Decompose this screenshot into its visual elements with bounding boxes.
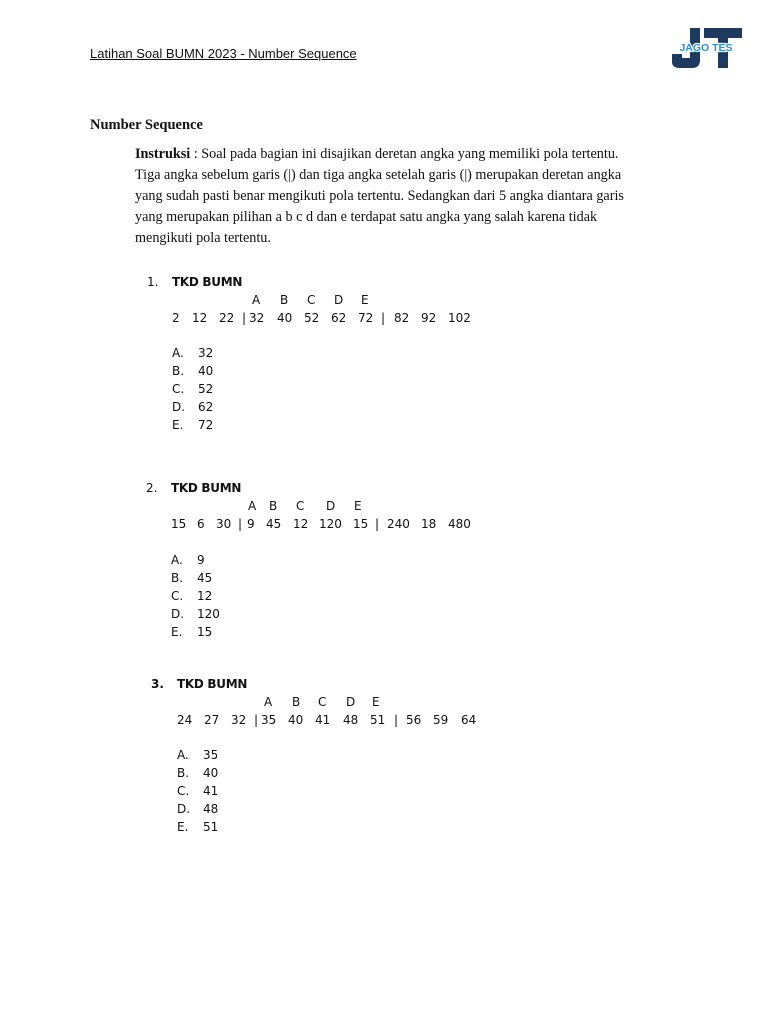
sequence-number: 32 bbox=[231, 713, 247, 727]
instruction-text: : Soal pada bagian ini disajikan deretan angka yang memiliki pola tertentu. bbox=[190, 146, 619, 162]
choice-letter: B bbox=[269, 499, 278, 513]
question-title: TKD BUMN bbox=[177, 677, 248, 691]
choice-letter: A bbox=[252, 293, 261, 307]
instruction-line: yang sudah pasti benar mengikuti pola tertentu. Sedangkan dari 5 angka diantara garis bbox=[135, 188, 624, 204]
sequence-divider: | bbox=[375, 517, 380, 531]
question-title: TKD BUMN bbox=[171, 481, 242, 495]
choice-letter: C bbox=[318, 695, 327, 709]
choice-letter: E bbox=[372, 695, 380, 709]
sequence-number: 56 bbox=[406, 713, 422, 727]
choice-letter: D bbox=[346, 695, 356, 709]
choice-letter: E bbox=[361, 293, 369, 307]
sequence-number: 40 bbox=[288, 713, 304, 727]
sequence-divider: | bbox=[254, 713, 259, 727]
choice-letter: B bbox=[292, 695, 301, 709]
sequence-divider: | bbox=[238, 517, 243, 531]
sequence-number: 12 bbox=[293, 517, 309, 531]
sequence-number: 24 bbox=[177, 713, 193, 727]
sequence-number: 32 bbox=[249, 311, 265, 325]
sequence-number: 22 bbox=[219, 311, 235, 325]
sequence-divider: | bbox=[242, 311, 247, 325]
choice-letter: A bbox=[264, 695, 273, 709]
sequence-number: 15 bbox=[171, 517, 187, 531]
sequence-number: 240 bbox=[387, 517, 410, 531]
section-title: Number Sequence bbox=[90, 117, 203, 133]
sequence-number: 27 bbox=[204, 713, 220, 727]
instruction-line bbox=[135, 144, 665, 165]
question-title: TKD BUMN bbox=[172, 275, 243, 289]
sequence-number: 18 bbox=[421, 517, 437, 531]
choice-letter: C bbox=[307, 293, 316, 307]
sequence-number: 15 bbox=[353, 517, 369, 531]
sequence-divider: | bbox=[394, 713, 399, 727]
sequence-number: 12 bbox=[192, 311, 208, 325]
question-number: 3. bbox=[151, 677, 164, 691]
choice-letter: B bbox=[280, 293, 289, 307]
sequence-number: 9 bbox=[247, 517, 255, 531]
choice-letter: D bbox=[326, 499, 336, 513]
sequence-number: 92 bbox=[421, 311, 437, 325]
sequence-number: 59 bbox=[433, 713, 449, 727]
sequence-number: 6 bbox=[197, 517, 205, 531]
question-number: 2. bbox=[146, 481, 158, 495]
sequence-number: 64 bbox=[461, 713, 477, 727]
sequence-number: 2 bbox=[172, 311, 180, 325]
sequence-number: 72 bbox=[358, 311, 374, 325]
sequence-number: 120 bbox=[319, 517, 342, 531]
document-page: Latihan Soal BUMN 2023 - Number Sequence JAGO TES Number Sequence Instruksi : Soal pada bagian ini disajikan deretan angka yang memiliki pola tertentu. Tiga angka sebelum garis (|) dan tiga angka setelah garis (|) merupakan deretan angka yang sudah pasti benar mengikuti pola tertentu. Sedangkan dari 5 angka diantara garis yang merupakan pilihan a b c d dan e terdapat satu angka yang salah karena tidak mengikuti pola tertentu. 1. TKD BUMN A B C D E 2 12 22 | 32 40 52 62 72 | 82 92 102 A. 32 B. 40 C. 52 D. 62 E. 72 2. TKD BUMN A B C D E 15 6 30 | 9 45 12 120 15 | 240 18 480 A. 9 B. 45 C. 12 D. 120 E. 15 3. TKD BUMN A B C D E 24 27 32 | 35 40 41 48 51 | 56 59 64 A. 35 B. 40 C. 41 D. 48 E. 51 bbox=[0, 0, 768, 1024]
sequence-number: 35 bbox=[261, 713, 277, 727]
sequence-number: 51 bbox=[370, 713, 386, 727]
instruction-line: mengikuti pola tertentu. bbox=[135, 230, 271, 246]
sequence-number: 45 bbox=[266, 517, 282, 531]
jago-tes-logo bbox=[668, 24, 744, 70]
sequence-number: 62 bbox=[331, 311, 347, 325]
sequence-number: 30 bbox=[216, 517, 232, 531]
sequence-number: 480 bbox=[448, 517, 471, 531]
choice-letter: A bbox=[248, 499, 257, 513]
sequence-number: 40 bbox=[277, 311, 293, 325]
sequence-number: 41 bbox=[315, 713, 331, 727]
document-header-title: Latihan Soal BUMN 2023 - Number Sequence bbox=[90, 46, 357, 61]
choice-letter: D bbox=[334, 293, 344, 307]
jt-logo-mark bbox=[668, 24, 744, 70]
choice-letter: C bbox=[296, 499, 305, 513]
question-number: 1. bbox=[147, 275, 159, 289]
sequence-divider: | bbox=[381, 311, 386, 325]
choice-letter: E bbox=[354, 499, 362, 513]
sequence-number: 102 bbox=[448, 311, 471, 325]
sequence-number: 52 bbox=[304, 311, 320, 325]
sequence-number: 82 bbox=[394, 311, 410, 325]
sequence-number: 48 bbox=[343, 713, 359, 727]
logo-text: JAGO TES bbox=[679, 42, 733, 54]
instruction-line: Tiga angka sebelum garis (|) dan tiga angka setelah garis (|) merupakan deretan angka bbox=[135, 167, 622, 183]
instruction-line: yang merupakan pilihan a b c d dan e terdapat satu angka yang salah karena tidak bbox=[135, 209, 598, 225]
instruction-label: Instruksi bbox=[135, 146, 191, 162]
instruction-paragraph bbox=[135, 144, 665, 249]
